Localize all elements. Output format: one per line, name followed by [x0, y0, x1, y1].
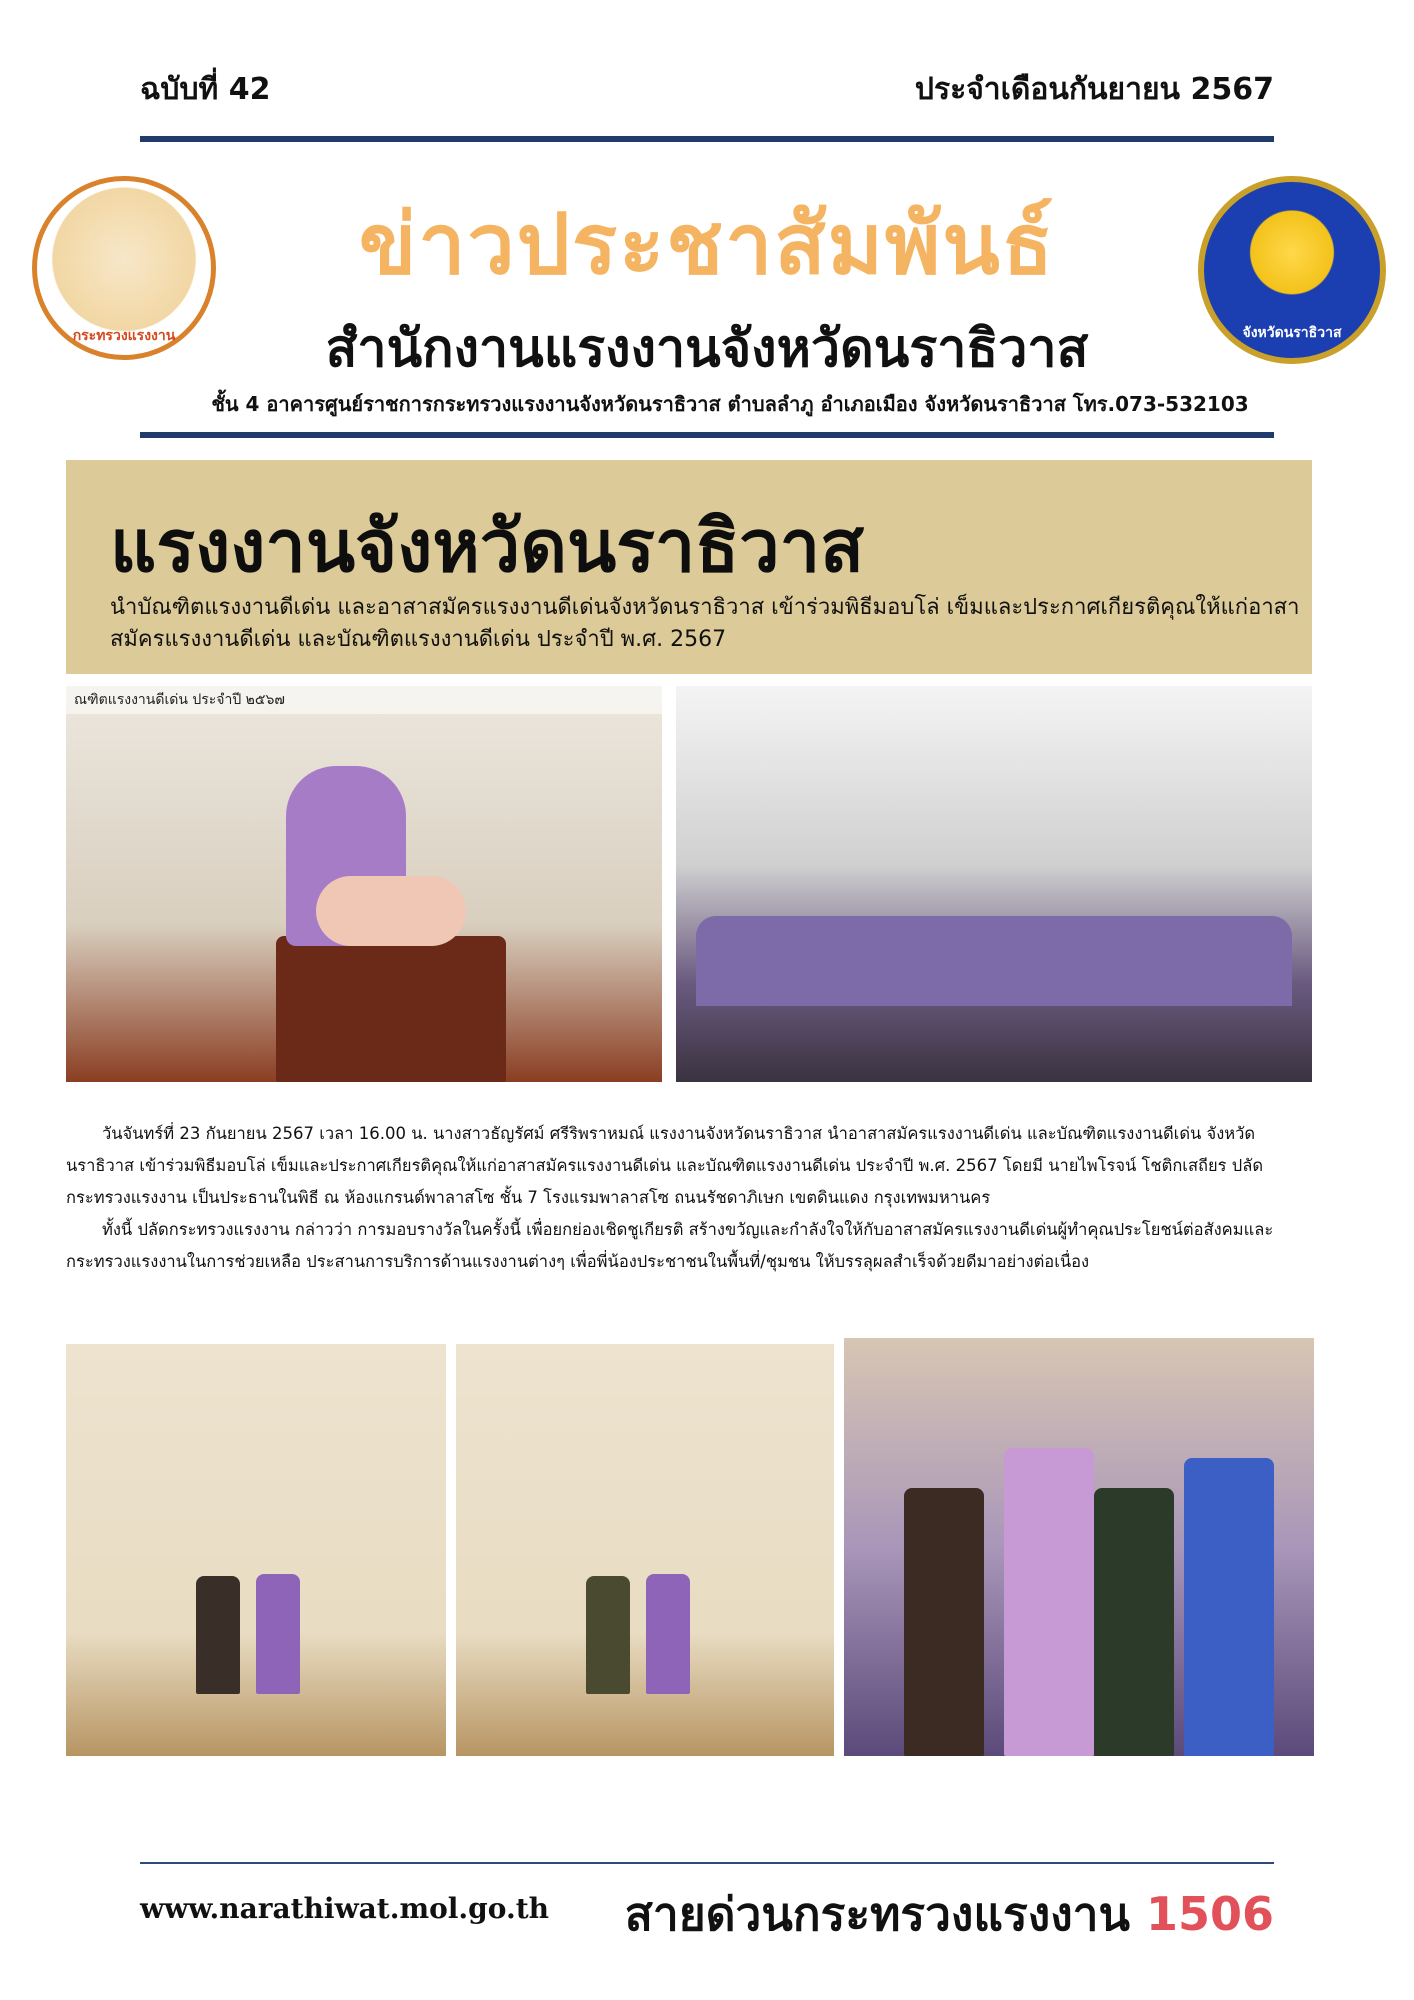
- header-bottom-divider: [140, 432, 1274, 438]
- presenter-shape: [256, 1574, 300, 1694]
- awardee-right-shape: [1094, 1488, 1174, 1756]
- office-name: สำนักงานแรงงานจังหวัดนราธิวาส: [325, 319, 1089, 379]
- article-paragraph-2: ทั้งนี้ ปลัดกระทรวงแรงงาน กล่าวว่า การมอบรางวัลในครั้งนี้ เพื่อยกย่องเชิดชูเกียรติ สร้างขวัญและกำลังใจให้กับอาสาสมัครแรงงานดีเด่นผู้ทำคุณประโยชน์ต่อสังคมและกระทรวงแรงงานในการช่วยเหลือ ประสานการบริการด้านแรงงานต่างๆ เพื่อพี่น้องประชาชนในพื้นที่/ชุมชน ให้บรรลุผลสำเร็จด้วยดีมาอย่างต่อเนื่อง: [66, 1220, 1274, 1271]
- article-paragraph-1: วันจันทร์ที่ 23 กันยายน 2567 เวลา 16.00 น. นางสาวธัญรัศม์ ศรีริพราหมณ์ แรงงานจังหวัดนราธิวาส นำอาสาสมัครแรงงานดีเด่น และบัณฑิตแรงงานดีเด่น จังหวัดนราธิวาส เข้าร่วมพิธีมอบโล่ เข็มและประกาศเกียรติคุณให้แก่อาสาสมัครแรงงานดีเด่น และบัณฑิตแรงงานดีเด่น ประจำปี พ.ศ. 2567 โดยมี นายไพโรจน์ โชติกเสถียร ปลัดกระทรวงแรงงาน เป็นประธานในพิธี ณ ห้องแกรนด์พาลาสโซ ชั้น 7 โรงแรมพาลาสโซ ถนนรัชดาภิเษก เขตดินแดง กรุงเทพมหานคร: [66, 1124, 1264, 1207]
- top-divider: [140, 136, 1274, 142]
- article-body: [66, 1118, 1312, 1278]
- ministry-of-labour-seal: [32, 176, 216, 360]
- headline-subtitle: นำบัณฑิตแรงงานดีเด่น และอาสาสมัครแรงงานดีเด่นจังหวัดนราธิวาส เข้าร่วมพิธีมอบโล่ เข็มและประกาศเกียรติคุณให้แก่อาสาสมัครแรงงานดีเด่น และบัณฑิตแรงงานดีเด่น ประจำปี พ.ศ. 2567: [110, 595, 1300, 652]
- left-seal-text: กระทรวงแรงงาน: [72, 328, 176, 344]
- awardee-left-shape: [904, 1488, 984, 1756]
- flower-arrangement-shape: [316, 876, 466, 946]
- official-shape: [1004, 1448, 1094, 1756]
- staff-shape: [1184, 1458, 1274, 1756]
- issue-number: ฉบับที่ 42: [140, 72, 271, 107]
- hotline: [625, 1878, 1274, 1951]
- presenter-shape-2: [646, 1574, 690, 1694]
- photo-speaker-at-podium: [66, 686, 662, 1082]
- website-link[interactable]: www.narathiwat.mol.go.th: [140, 1892, 549, 1925]
- hotline-label: สายด่วนกระทรวงแรงงาน: [624, 1887, 1130, 1941]
- right-seal-text: จังหวัดนราธิวาส: [1242, 325, 1342, 341]
- footer-divider: [140, 1862, 1274, 1864]
- issue-month: ประจำเดือนกันยายน 2567: [914, 72, 1274, 107]
- group-shape: [696, 916, 1292, 1006]
- photo-awardees-with-labour-official: [844, 1338, 1314, 1756]
- photo-backdrop-caption: ณฑิตแรงงานดีเด่น ประจำปี ๒๕๖๗: [66, 686, 662, 714]
- photo-group-in-hall: [676, 686, 1312, 1082]
- narathiwat-province-seal: [1198, 176, 1386, 364]
- awardee-shape: [196, 1576, 240, 1694]
- photo-award-presentation-1: [66, 1344, 446, 1756]
- podium-shape: [276, 936, 506, 1082]
- headline-title: แรงงานจังหวัดนราธิวาส: [110, 504, 865, 588]
- awardee-shape-2: [586, 1576, 630, 1694]
- hotline-number: 1506: [1145, 1887, 1274, 1941]
- photo-award-presentation-2: [456, 1344, 834, 1756]
- newsletter-title: ข่าวประชาสัมพันธ์: [358, 195, 1056, 293]
- office-address: ชั้น 4 อาคารศูนย์ราชการกระทรวงแรงงานจังหวัดนราธิวาส ตำบลลำภู อำเภอเมือง จังหวัดนราธิวาส โทร.073-532103: [211, 392, 1249, 416]
